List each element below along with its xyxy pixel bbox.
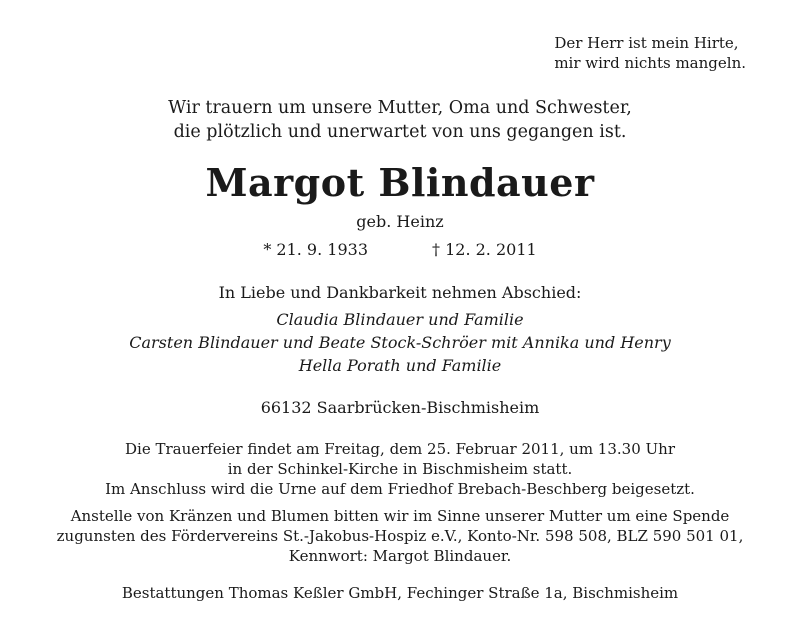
- intro-text: [0, 96, 800, 144]
- bible-verse-line-1: Der Herr ist mein Hirte,: [554, 34, 739, 52]
- farewell-text: In Liebe und Dankbarkeit nehmen Abschied:: [218, 283, 582, 302]
- city-address: 66132 Saarbrücken-Bischmisheim: [260, 398, 540, 417]
- life-dates: [0, 239, 800, 261]
- donation-line-2: zugunsten des Fördervereins St.-Jakobus-Hospiz e.V., Konto-Nr. 598 508, BLZ 590 501 01,: [56, 527, 744, 545]
- ceremony-info: [0, 439, 800, 499]
- donation-line-1: Anstelle von Kränzen und Blumen bitten wir im Sinne unserer Mutter um eine Spende: [70, 507, 730, 525]
- ceremony-line-1: Die Trauerfeier findet am Freitag, dem 25. Februar 2011, um 13.30 Uhr: [125, 440, 675, 458]
- ceremony-line-3: Im Anschluss wird die Urne auf dem Friedhof Brebach-Beschberg beigesetzt.: [105, 480, 695, 498]
- birth-date: * 21. 9. 1933: [263, 240, 368, 259]
- donation-line-3: Kennwort: Margot Blindauer.: [288, 547, 512, 565]
- intro-line-1: Wir trauern um unsere Mutter, Oma und Schwester,: [168, 98, 632, 118]
- mourner-entry: Claudia Blindauer und Familie: [276, 310, 524, 329]
- mourner-entry: Hella Porath und Familie: [298, 356, 502, 375]
- bible-verse-line-2: mir wird nichts mangeln.: [554, 54, 746, 72]
- death-date: † 12. 2. 2011: [432, 240, 537, 259]
- deceased-name: Margot Blindauer: [205, 160, 595, 205]
- undertaker-info: Bestattungen Thomas Keßler GmbH, Fechinger Straße 1a, Bischmisheim: [121, 584, 679, 602]
- donation-info: [0, 506, 800, 566]
- bible-verse: [554, 33, 746, 73]
- ceremony-line-2: in der Schinkel-Kirche in Bischmisheim statt.: [227, 460, 573, 478]
- mourner-entry: Carsten Blindauer und Beate Stock-Schröer mit Annika und Henry: [129, 333, 671, 352]
- mourners-list: [0, 308, 800, 377]
- maiden-name: geb. Heinz: [356, 212, 444, 231]
- intro-line-2: die plötzlich und unerwartet von uns gegangen ist.: [173, 122, 627, 142]
